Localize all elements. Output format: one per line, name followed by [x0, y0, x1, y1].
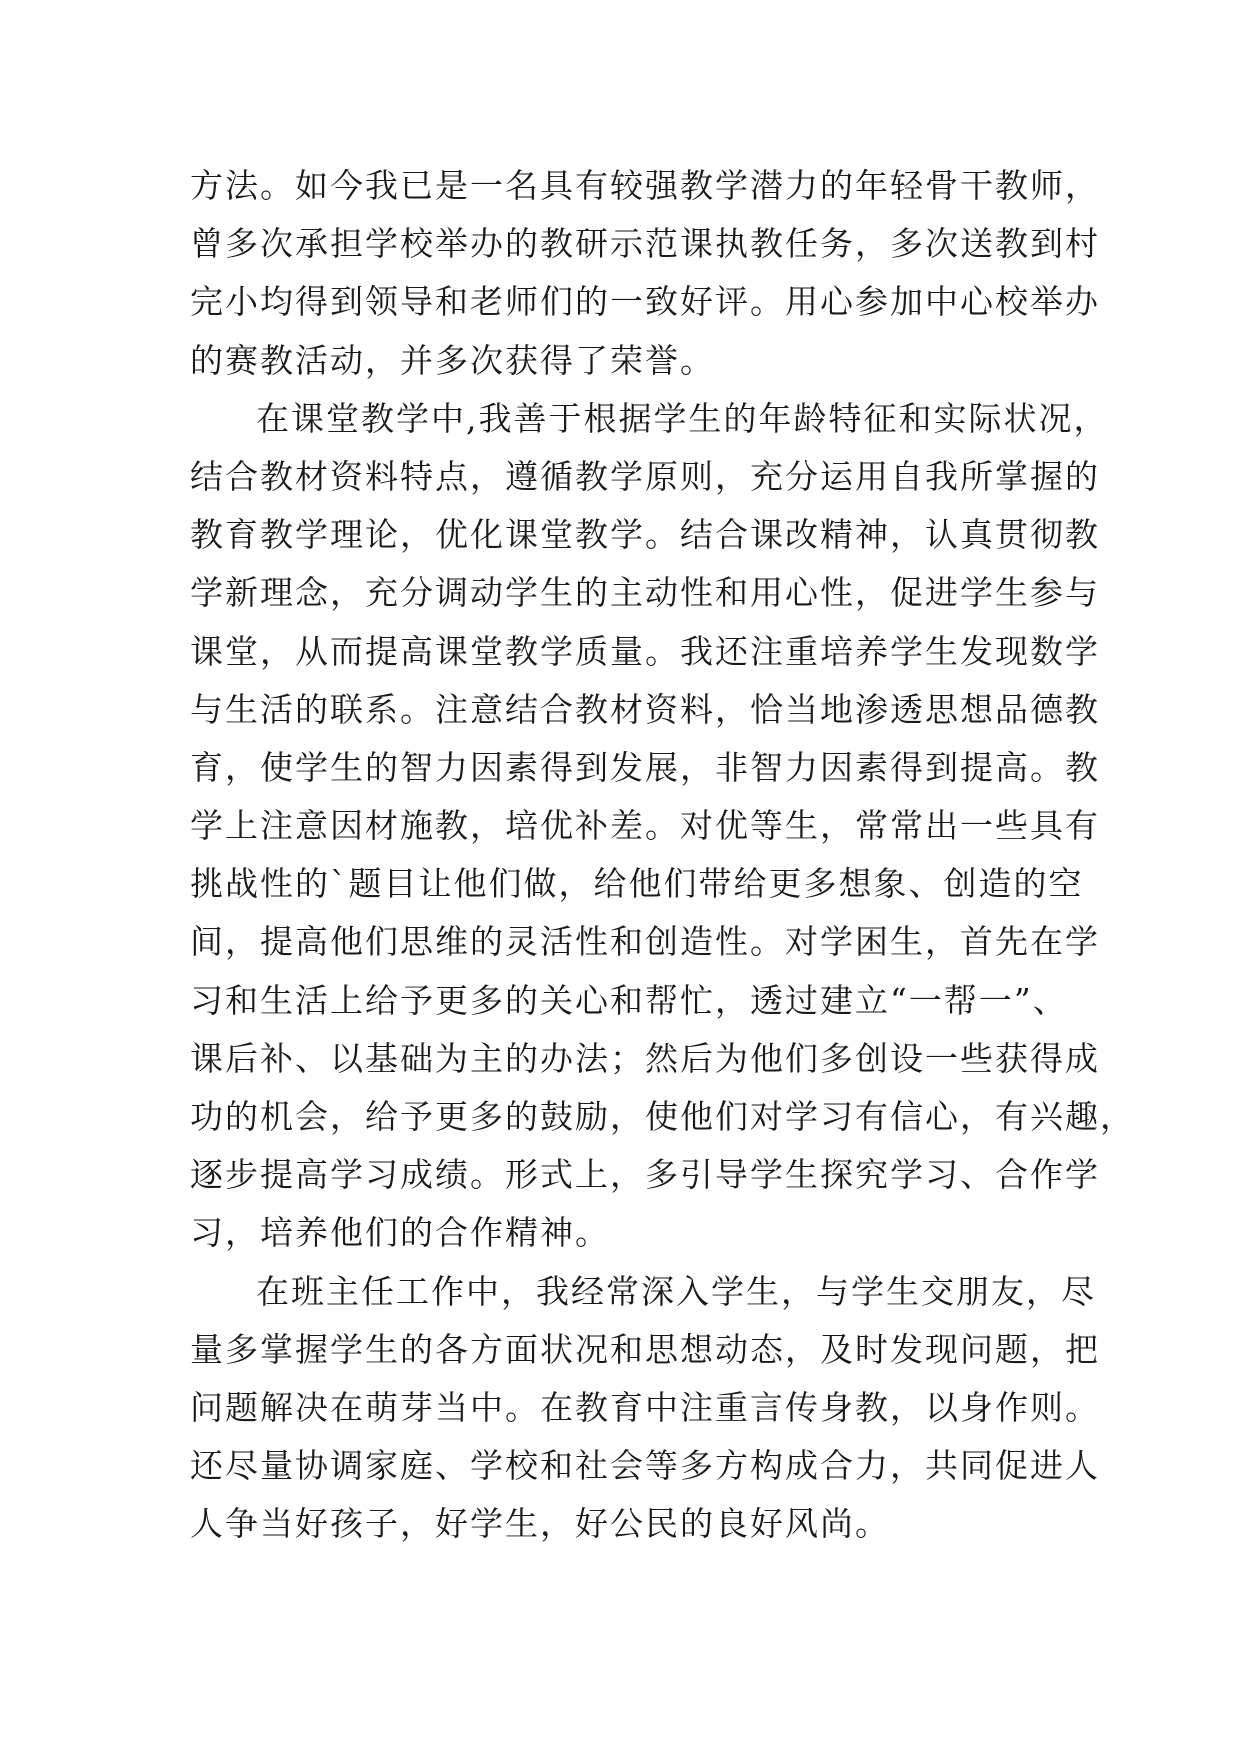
text-line: 还尽量协调家庭、学校和社会等多方构成合力，共同促进人	[190, 1446, 1100, 1486]
text-line: 与生活的联系。注意结合教材资料，恰当地渗透思想品德教	[190, 689, 1100, 729]
text-line: 曾多次承担学校举办的教研示范课执教任务，多次送教到村	[190, 224, 1100, 264]
text-line: 结合教材资料特点，遵循教学原则，充分运用自我所掌握的	[190, 456, 1100, 496]
text-line: 习和生活上给予更多的关心和帮忙，透过建立“一帮一”、	[190, 980, 1068, 1020]
paragraph-2	[190, 390, 1135, 1263]
text-line: 方法。如今我已是一名具有较强教学潜力的年轻骨干教师，	[190, 166, 1100, 205]
text-line: 学上注意因材施教，培优补差。对优等生，常常出一些具有	[190, 806, 1100, 846]
text-line: 育，使学生的智力因素得到发展，非智力因素得到提高。教	[190, 747, 1100, 787]
paragraph-1	[190, 157, 1100, 390]
text-line: 完小均得到领导和老师们的一致好评。用心参加中心校举办	[190, 282, 1100, 322]
text-line: 间，提高他们思维的灵活性和创造性。对学困生，首先在学	[190, 922, 1100, 962]
text-line: 教育教学理论，优化课堂教学。结合课改精神，认真贯彻教	[190, 515, 1100, 555]
text-line: 在班主任工作中，我经常深入学生，与学生交朋友，尽	[256, 1271, 1096, 1311]
text-line: 挑战性的`题目让他们做，给他们带给更多想象、创造的空	[190, 864, 1084, 904]
document-body	[190, 157, 1135, 1554]
text-line: 课后补、以基础为主的办法；然后为他们多创设一些获得成	[190, 1038, 1100, 1078]
text-line: 问题解决在萌芽当中。在教育中注重言传身教，以身作则。	[190, 1387, 1100, 1427]
text-line: 在课堂教学中,我善于根据学生的年龄特征和实际状况，	[256, 398, 1109, 438]
text-line: 量多掌握学生的各方面状况和思想动态，及时发现问题，把	[190, 1329, 1100, 1369]
paragraph-3	[190, 1263, 1100, 1554]
text-line: 习，培养他们的合作精神。	[190, 1213, 610, 1253]
text-line: 逐步提高学习成绩。形式上，多引导学生探究学习、合作学	[190, 1155, 1100, 1195]
text-line: 人争当好孩子，好学生，好公民的良好风尚。	[190, 1504, 890, 1544]
text-line: 学新理念，充分调动学生的主动性和用心性，促进学生参与	[190, 573, 1100, 613]
text-line: 的赛教活动，并多次获得了荣誉。	[190, 340, 715, 380]
text-line: 功的机会，给予更多的鼓励，使他们对学习有信心，有兴趣，	[190, 1097, 1135, 1136]
text-line: 课堂，从而提高课堂教学质量。我还注重培养学生发现数学	[190, 631, 1100, 671]
